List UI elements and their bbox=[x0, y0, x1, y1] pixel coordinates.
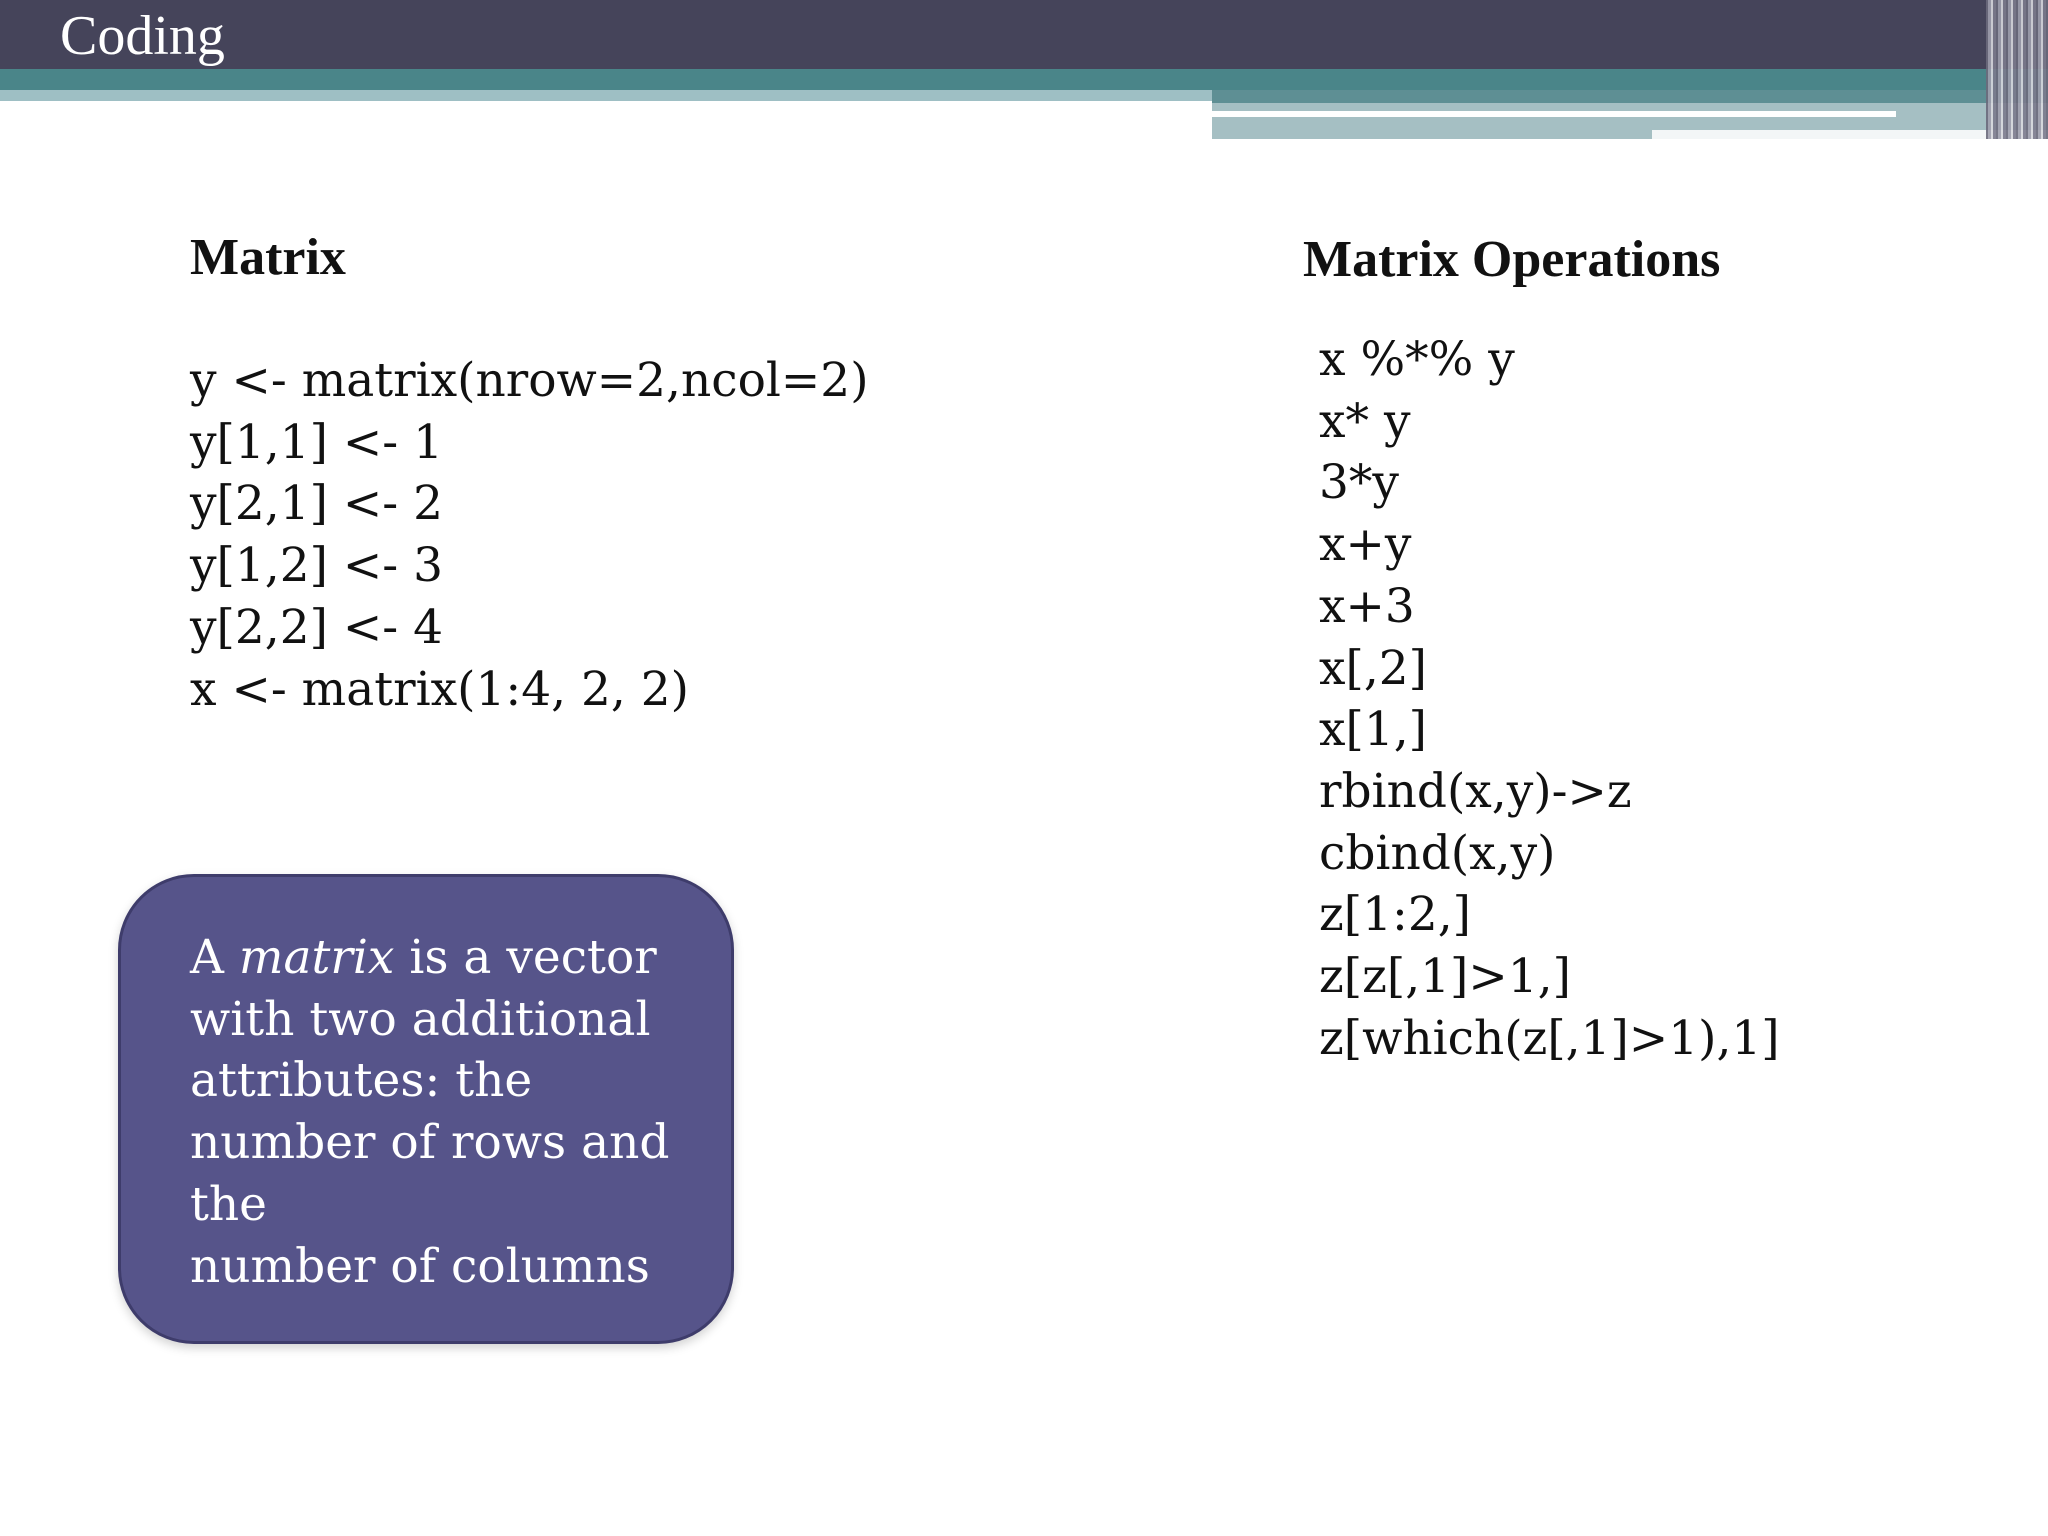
matrix-definition-callout bbox=[118, 874, 734, 1344]
title-bar bbox=[0, 0, 2048, 69]
code-line: y[2,2] <- 4 bbox=[190, 599, 444, 655]
definition-emphasis: matrix bbox=[238, 930, 395, 985]
definition-line: number of columns bbox=[190, 1238, 650, 1294]
code-line: y[1,1] <- 1 bbox=[190, 414, 444, 470]
header-edge-stripes bbox=[1986, 0, 2048, 139]
operation-item: x* y bbox=[1319, 393, 1411, 449]
header-accent-right bbox=[1212, 90, 2048, 103]
operation-item: z[z[,1]>1,] bbox=[1319, 949, 1571, 1005]
header-accent-white-line bbox=[1212, 111, 1896, 117]
code-line: y <- matrix(nrow=2,ncol=2) bbox=[190, 353, 869, 408]
operation-item: x+3 bbox=[1319, 578, 1415, 634]
operation-item: z[which(z[,1]>1),1] bbox=[1319, 1010, 1780, 1066]
definition-line: with two additional bbox=[190, 991, 651, 1047]
definition-line: attributes: the bbox=[190, 1053, 533, 1109]
operation-item: x[1,] bbox=[1319, 702, 1428, 758]
code-line: y[2,1] <- 2 bbox=[190, 476, 444, 532]
operation-item: rbind(x,y)->z bbox=[1319, 763, 1632, 819]
slide-title: Coding bbox=[60, 5, 225, 67]
definition-line bbox=[190, 927, 710, 989]
operation-item: x[,2] bbox=[1319, 640, 1428, 696]
code-line: x <- matrix(1:4, 2, 2) bbox=[190, 661, 690, 717]
operation-item: cbind(x,y) bbox=[1319, 825, 1556, 881]
code-line: y[1,2] <- 3 bbox=[190, 538, 444, 594]
operation-item: x %*% y bbox=[1319, 332, 1515, 387]
header-accent-band bbox=[0, 69, 2048, 90]
operation-item: z[1:2,] bbox=[1319, 887, 1472, 943]
header-accent-light-left bbox=[0, 90, 1212, 101]
matrix-operations-list bbox=[1319, 329, 1780, 1069]
operation-item: 3*y bbox=[1319, 455, 1399, 511]
matrix-definition-text bbox=[190, 927, 710, 1297]
definition-line: number of rows and bbox=[190, 1115, 670, 1171]
matrix-operations-heading: Matrix Operations bbox=[1303, 231, 1721, 288]
definition-suffix: is a vector bbox=[394, 930, 657, 985]
matrix-code-block bbox=[190, 350, 869, 720]
definition-line: the bbox=[190, 1176, 267, 1232]
definition-prefix: A bbox=[190, 930, 239, 985]
operation-item: x+y bbox=[1319, 517, 1412, 573]
matrix-heading: Matrix bbox=[190, 229, 346, 286]
